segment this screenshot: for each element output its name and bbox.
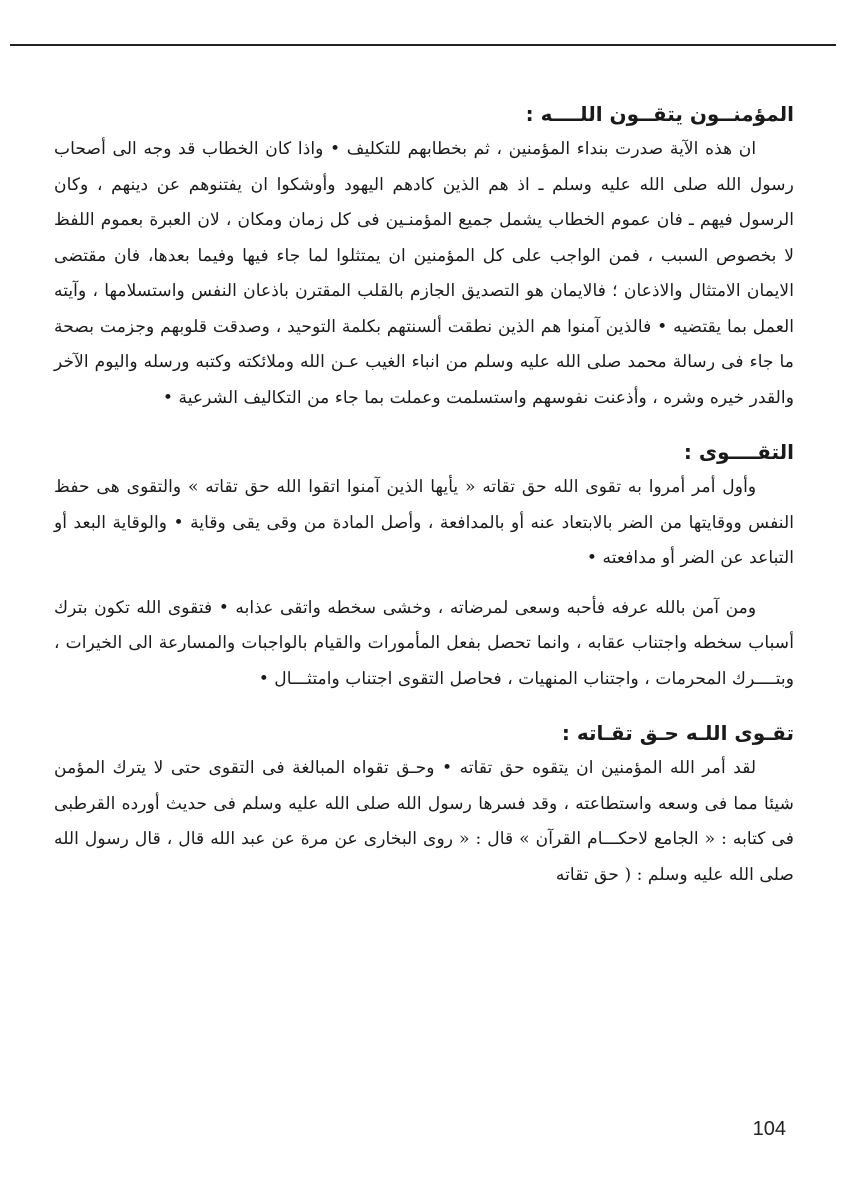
top-rule [10,44,836,46]
section-heading-taqwa: التقــــوى : [683,440,794,464]
section-heading-true-taqwa: تقـوى اللـه حـق تقـاته : [561,721,794,745]
paragraph-taqwa-definition: وأول أمر أمروا به تقوى الله حق تقاته « يأيها الذين آمنوا اتقوا الله حق تقاته » والتقوى هى حفظ النفس ووقايتها من الضر بالابتعاد عنه أو بالمدافعة ، وأصل المادة من وقى يقى وقاية • والوقاية البعد أو التباعد عن الضر أو مدافعته • [54,477,794,568]
spacer [54,577,794,591]
paragraph-true-taqwa: لقد أمر الله المؤمنين ان يتقوه حق تقاته • وحـق تقواه المبالغة فى التقوى حتى لا يترك المؤمن شيئا مما فى وسعه واستطاعته ، وقد فسرها رسول الله صلى الله عليه وسلم فى حديث أورده القرطبى فى كتابه : « الجامع لاحكـــام القرآن » قال : « روى البخارى عن مرة عن عبد الله قال ، قال رسول الله صلى الله عليه وسلم : ( حق تقاته [54,758,794,885]
section-heading-believers: المؤمنــون يتقــون اللــــه : [525,102,794,126]
page-number: 104 [752,1118,786,1140]
spacer [54,697,794,711]
page-body [54,92,794,893]
paragraph-believers: ان هذه الآية صدرت بنداء المؤمنين ، ثم بخطابهم للتكليف • واذا كان الخطاب قد وجه الى أصحاب رسول الله صلى الله عليه وسلم ـ اذ هم الذين كادهم اليهود وأوشكوا ان يفتنوهم عن دينهم ، وكان الرسول فيهم ـ فان عموم الخطاب يشمل جميع المؤمنـين فى كل زمان ومكان ، لان العبرة بعموم اللفظ لا بخصوص السبب ، فمن الواجب على كل المؤمنين ان يمتثلوا لما جاء فيها وفيما بعدها، فان مقتضى الايمان الامتثال والاذعان ؛ فالايمان هو التصديق الجازم بالقلب المقترن باذعان النفس واستسلامها ، وآيته العمل بما يقتضيه • فالذين آمنوا هم الذين نطقت ألسنتهم بكلمة التوحيد ، وصدقت قلوبهم وجزمت بصحة ما جاء فى رسالة محمد صلى الله عليه وسلم من انباء الغيب عـن الله وملائكته وكتبه ورسله واليوم الآخر والقدر خيره وشره ، وأذعنت نفوسهم واستسلمت وعملت بما جاء من التكاليف الشرعية • [54,139,794,408]
paragraph-taqwa-practice: ومن آمن بالله عرفه فأحبه وسعى لمرضاته ، وخشى سخطه واتقى عذابه • فتقوى الله تكون بترك أسباب سخطه واجتناب عقابه ، وانما تحصل بفعل المأمورات والقيام بالواجبات والمسارعة الى الخيرات ، وبتــــرك المحرمات ، واجتناب المنهيات ، فحاصل التقوى اجتناب وامتثـــال • [54,597,794,689]
spacer [54,416,794,430]
